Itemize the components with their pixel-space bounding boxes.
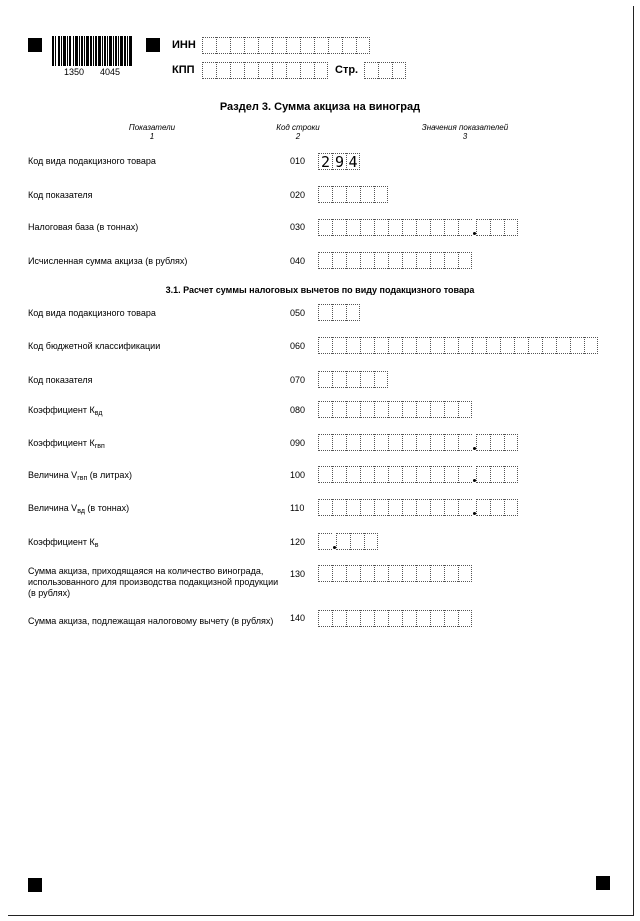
field-060[interactable] [318, 337, 598, 354]
field-140-cell[interactable] [444, 610, 458, 627]
field-080[interactable] [318, 401, 472, 418]
inn-field-cell[interactable] [300, 37, 314, 54]
field-140-cell[interactable] [458, 610, 472, 627]
field-090-decimal-cell[interactable] [490, 434, 504, 451]
inn-field-cell[interactable] [216, 37, 230, 54]
field-050[interactable] [318, 304, 360, 321]
field-030-cell[interactable] [416, 219, 430, 236]
field-040[interactable] [318, 252, 472, 269]
field-080-cell[interactable] [332, 401, 346, 418]
field-040-cell[interactable] [458, 252, 472, 269]
field-050-cell[interactable] [332, 304, 346, 321]
field-010[interactable] [318, 153, 360, 170]
field-120-decimal-cell[interactable] [350, 533, 364, 550]
row-code-040: 040 [290, 256, 306, 266]
field-040-cell[interactable] [346, 252, 360, 269]
field-100-cell[interactable] [346, 466, 360, 483]
row-code-090: 090 [290, 438, 306, 448]
col-header-indicators: Показатели 1 [128, 123, 176, 141]
field-130-cell[interactable] [416, 565, 430, 582]
field-030-cell[interactable] [346, 219, 360, 236]
field-030-cell[interactable] [332, 219, 346, 236]
inn-field-cell[interactable] [328, 37, 342, 54]
field-110-decimal-cell[interactable] [476, 499, 490, 516]
field-040-cell[interactable] [402, 252, 416, 269]
field-040-cell[interactable] [360, 252, 374, 269]
field-070-cell[interactable] [318, 371, 332, 388]
kpp-field-cell[interactable] [314, 62, 328, 79]
kpp-field-cell[interactable] [202, 62, 216, 79]
field-060-cell[interactable] [360, 337, 374, 354]
inn-field[interactable] [202, 37, 370, 54]
inn-field-cell[interactable] [342, 37, 356, 54]
field-020[interactable] [318, 186, 388, 203]
row-label-100: Величина $V_{гвп}$ (в литрах) [28, 470, 132, 482]
field-030-decimal-cell[interactable] [504, 219, 518, 236]
field-060-cell[interactable] [346, 337, 360, 354]
field-020-cell[interactable] [374, 186, 388, 203]
field-080-cell[interactable] [346, 401, 360, 418]
field-100-cell[interactable] [444, 466, 458, 483]
field-120-decimal-part[interactable] [336, 533, 378, 550]
field-140-cell[interactable] [332, 610, 346, 627]
kpp-field-cell[interactable] [244, 62, 258, 79]
field-070-cell[interactable] [332, 371, 346, 388]
field-030-cell[interactable] [458, 219, 472, 236]
page-number-field-cell[interactable] [378, 62, 392, 79]
field-100[interactable] [318, 466, 518, 483]
field-090-cell[interactable] [374, 434, 388, 451]
field-110-cell[interactable] [360, 499, 374, 516]
field-100-decimal-part[interactable] [476, 466, 518, 483]
page-label: Стр. [335, 64, 359, 76]
barcode-number-right: 4045 [100, 67, 121, 77]
field-120-decimal-cell[interactable] [364, 533, 378, 550]
field-090-cell[interactable] [416, 434, 430, 451]
field-130-cell[interactable] [402, 565, 416, 582]
page-border [8, 6, 634, 916]
field-060-cell[interactable] [556, 337, 570, 354]
field-020-cell[interactable] [360, 186, 374, 203]
field-100-cell[interactable] [402, 466, 416, 483]
field-060-cell[interactable] [388, 337, 402, 354]
field-140-cell[interactable] [388, 610, 402, 627]
field-060-cell[interactable] [416, 337, 430, 354]
field-030-cell[interactable] [388, 219, 402, 236]
field-130-cell[interactable] [374, 565, 388, 582]
row-label-020: Код показателя [28, 190, 93, 200]
field-130-cell[interactable] [346, 565, 360, 582]
field-140-cell[interactable] [374, 610, 388, 627]
kpp-field-cell[interactable] [300, 62, 314, 79]
field-100-cell[interactable] [388, 466, 402, 483]
col-header-values: Значения показателей 3 [421, 123, 509, 141]
field-080-cell[interactable] [402, 401, 416, 418]
field-060-cell[interactable] [500, 337, 514, 354]
field-110-cell[interactable] [374, 499, 388, 516]
field-090-cell[interactable] [444, 434, 458, 451]
field-090-cell[interactable] [346, 434, 360, 451]
field-130-cell[interactable] [458, 565, 472, 582]
field-130-cell[interactable] [360, 565, 374, 582]
field-060-cell[interactable] [332, 337, 346, 354]
row-code-110: 110 [290, 503, 305, 513]
field-080-cell[interactable] [444, 401, 458, 418]
field-040-cell[interactable] [430, 252, 444, 269]
row-code-060: 060 [290, 341, 306, 351]
field-070-cell[interactable] [346, 371, 360, 388]
field-030-cell[interactable] [430, 219, 444, 236]
field-060-cell[interactable] [374, 337, 388, 354]
section-title: Раздел 3. Сумма акциза на виноград [219, 101, 421, 113]
field-080-cell[interactable] [430, 401, 444, 418]
row-label-090: Коэффициент $К_{гвп}$ [28, 438, 105, 450]
field-020-cell[interactable] [318, 186, 332, 203]
field-100-cell[interactable] [318, 466, 332, 483]
field-070-cell[interactable] [374, 371, 388, 388]
kpp-field[interactable] [202, 62, 328, 79]
field-040-cell[interactable] [374, 252, 388, 269]
field-010-cell[interactable]: 9 [332, 153, 346, 170]
field-140-cell[interactable] [360, 610, 374, 627]
field-040-cell[interactable] [388, 252, 402, 269]
field-030[interactable] [318, 219, 518, 236]
field-060-cell[interactable] [514, 337, 528, 354]
field-060-cell[interactable] [528, 337, 542, 354]
corner-marker-bottom-right [596, 876, 610, 890]
field-040-cell[interactable] [416, 252, 430, 269]
field-090-decimal-part[interactable] [476, 434, 518, 451]
field-010-cell[interactable]: 2 [318, 153, 332, 170]
field-140-cell[interactable] [346, 610, 360, 627]
field-020-cell[interactable] [332, 186, 346, 203]
inn-field-cell[interactable] [356, 37, 370, 54]
field-140-cell[interactable] [318, 610, 332, 627]
field-040-cell[interactable] [332, 252, 346, 269]
inn-field-cell[interactable] [202, 37, 216, 54]
field-070-cell[interactable] [360, 371, 374, 388]
field-110-decimal-part[interactable] [476, 499, 518, 516]
field-060-cell[interactable] [458, 337, 472, 354]
field-080-cell[interactable] [318, 401, 332, 418]
field-100-cell[interactable] [360, 466, 374, 483]
row-label-130: Сумма акциза, приходящаяся на количество винограда, использованного для производства подакцизной продукции (в рублях) [28, 566, 279, 598]
field-040-cell[interactable] [318, 252, 332, 269]
field-090-cell[interactable] [458, 434, 472, 451]
kpp-field-cell[interactable] [286, 62, 300, 79]
field-030-cell[interactable] [444, 219, 458, 236]
field-100-cell[interactable] [416, 466, 430, 483]
field-130-cell[interactable] [444, 565, 458, 582]
row-code-130: 130 [290, 569, 306, 579]
field-030-cell[interactable] [318, 219, 332, 236]
barcode-number-left: 1350 [64, 67, 85, 77]
field-130[interactable] [318, 565, 472, 582]
field-100-decimal-cell[interactable] [490, 466, 504, 483]
corner-marker-bottom-left [28, 878, 42, 892]
field-060-cell[interactable] [444, 337, 458, 354]
kpp-field-cell[interactable] [216, 62, 230, 79]
row-code-070: 070 [290, 375, 306, 385]
inn-label: ИНН [172, 39, 196, 51]
row-code-030: 030 [290, 222, 306, 232]
field-010-cell[interactable]: 4 [346, 153, 360, 170]
field-110-cell[interactable] [458, 499, 472, 516]
field-110-decimal-point [472, 499, 476, 516]
field-060-cell[interactable] [430, 337, 444, 354]
field-110-cell[interactable] [318, 499, 332, 516]
field-030-decimal-point [472, 219, 476, 236]
field-080-cell[interactable] [374, 401, 388, 418]
field-080-cell[interactable] [388, 401, 402, 418]
field-020-cell[interactable] [346, 186, 360, 203]
inn-field-cell[interactable] [244, 37, 258, 54]
field-050-cell[interactable] [318, 304, 332, 321]
field-060-cell[interactable] [472, 337, 486, 354]
subsection-title: 3.1. Расчет суммы налоговых вычетов по виду подакцизного товара [165, 285, 475, 295]
row-code-020: 020 [290, 190, 306, 200]
field-030-decimal-cell[interactable] [476, 219, 490, 236]
field-060-cell[interactable] [570, 337, 584, 354]
row-label-140: Сумма акциза, подлежащая налоговому вычету (в рублях) [28, 616, 274, 626]
inn-field-cell[interactable] [258, 37, 272, 54]
kpp-field-cell[interactable] [230, 62, 244, 79]
field-090-decimal-cell[interactable] [504, 434, 518, 451]
barcode-icon [52, 36, 132, 66]
row-label-070: Код показателя [28, 375, 93, 385]
corner-marker-top-right [146, 38, 160, 52]
field-090-cell[interactable] [430, 434, 444, 451]
field-110-cell[interactable] [416, 499, 430, 516]
field-100-cell[interactable] [458, 466, 472, 483]
field-050-cell[interactable] [346, 304, 360, 321]
row-code-080: 080 [290, 405, 306, 415]
field-100-cell[interactable] [332, 466, 346, 483]
row-label-050: Код вида подакцизного товара [28, 308, 156, 318]
field-100-decimal-point [472, 466, 476, 483]
field-090-cell[interactable] [332, 434, 346, 451]
field-080-cell[interactable] [416, 401, 430, 418]
row-label-060: Код бюджетной классификации [28, 341, 161, 351]
field-100-cell[interactable] [374, 466, 388, 483]
page-number-field-cell[interactable] [364, 62, 378, 79]
field-120-decimal-point [332, 533, 336, 550]
inn-field-cell[interactable] [314, 37, 328, 54]
inn-field-cell[interactable] [286, 37, 300, 54]
row-code-140: 140 [290, 613, 306, 623]
kpp-field-cell[interactable] [258, 62, 272, 79]
row-label-030: Налоговая база (в тоннах) [28, 222, 139, 232]
field-110-decimal-cell[interactable] [504, 499, 518, 516]
field-120-cell[interactable] [318, 533, 332, 550]
field-080-cell[interactable] [360, 401, 374, 418]
field-100-decimal-cell[interactable] [504, 466, 518, 483]
row-code-050: 050 [290, 308, 306, 318]
kpp-label: КПП [172, 64, 195, 76]
field-110-cell[interactable] [346, 499, 360, 516]
field-090-cell[interactable] [388, 434, 402, 451]
field-110-cell[interactable] [332, 499, 346, 516]
row-label-080: Коэффициент $К_{вд}$ [28, 405, 103, 417]
field-100-decimal-cell[interactable] [476, 466, 490, 483]
row-label-010: Код вида подакцизного товара [28, 156, 156, 166]
row-label-040: Исчисленная сумма акциза (в рублях) [28, 256, 188, 266]
field-110[interactable] [318, 499, 518, 516]
field-030-decimal-cell[interactable] [490, 219, 504, 236]
field-110-cell[interactable] [444, 499, 458, 516]
field-090-cell[interactable] [360, 434, 374, 451]
field-130-cell[interactable] [332, 565, 346, 582]
field-110-decimal-cell[interactable] [490, 499, 504, 516]
field-120[interactable] [318, 533, 378, 550]
field-040-cell[interactable] [444, 252, 458, 269]
field-100-cell[interactable] [430, 466, 444, 483]
field-090-decimal-cell[interactable] [476, 434, 490, 451]
field-110-cell[interactable] [388, 499, 402, 516]
kpp-field-cell[interactable] [272, 62, 286, 79]
page-number-field-cell[interactable] [392, 62, 406, 79]
field-070[interactable] [318, 371, 388, 388]
field-090-decimal-point [472, 434, 476, 451]
field-030-cell[interactable] [374, 219, 388, 236]
row-label-120: Коэффициент $К_в$ [28, 537, 99, 549]
field-060-cell[interactable] [584, 337, 598, 354]
field-060-cell[interactable] [486, 337, 500, 354]
field-090-cell[interactable] [318, 434, 332, 451]
field-140-cell[interactable] [402, 610, 416, 627]
row-label-110: Величина $V_{вд}$ (в тоннах) [28, 503, 130, 515]
inn-field-cell[interactable] [230, 37, 244, 54]
field-120-decimal-cell[interactable] [336, 533, 350, 550]
field-030-cell[interactable] [360, 219, 374, 236]
col-header-line-code: Код строки 2 [276, 123, 320, 141]
field-130-cell[interactable] [318, 565, 332, 582]
field-080-cell[interactable] [458, 401, 472, 418]
field-140-cell[interactable] [430, 610, 444, 627]
field-110-cell[interactable] [402, 499, 416, 516]
field-030-decimal-part[interactable] [476, 219, 518, 236]
row-code-120: 120 [290, 537, 306, 547]
row-code-100: 100 [290, 470, 306, 480]
field-060-cell[interactable] [318, 337, 332, 354]
corner-marker-top-left [28, 38, 42, 52]
field-060-cell[interactable] [402, 337, 416, 354]
page-number-field[interactable] [364, 62, 406, 79]
inn-field-cell[interactable] [272, 37, 286, 54]
field-110-cell[interactable] [430, 499, 444, 516]
field-090[interactable] [318, 434, 518, 451]
field-140[interactable] [318, 610, 472, 627]
field-130-cell[interactable] [430, 565, 444, 582]
row-code-010: 010 [290, 156, 306, 166]
field-130-cell[interactable] [388, 565, 402, 582]
field-030-cell[interactable] [402, 219, 416, 236]
field-060-cell[interactable] [542, 337, 556, 354]
field-140-cell[interactable] [416, 610, 430, 627]
field-090-cell[interactable] [402, 434, 416, 451]
